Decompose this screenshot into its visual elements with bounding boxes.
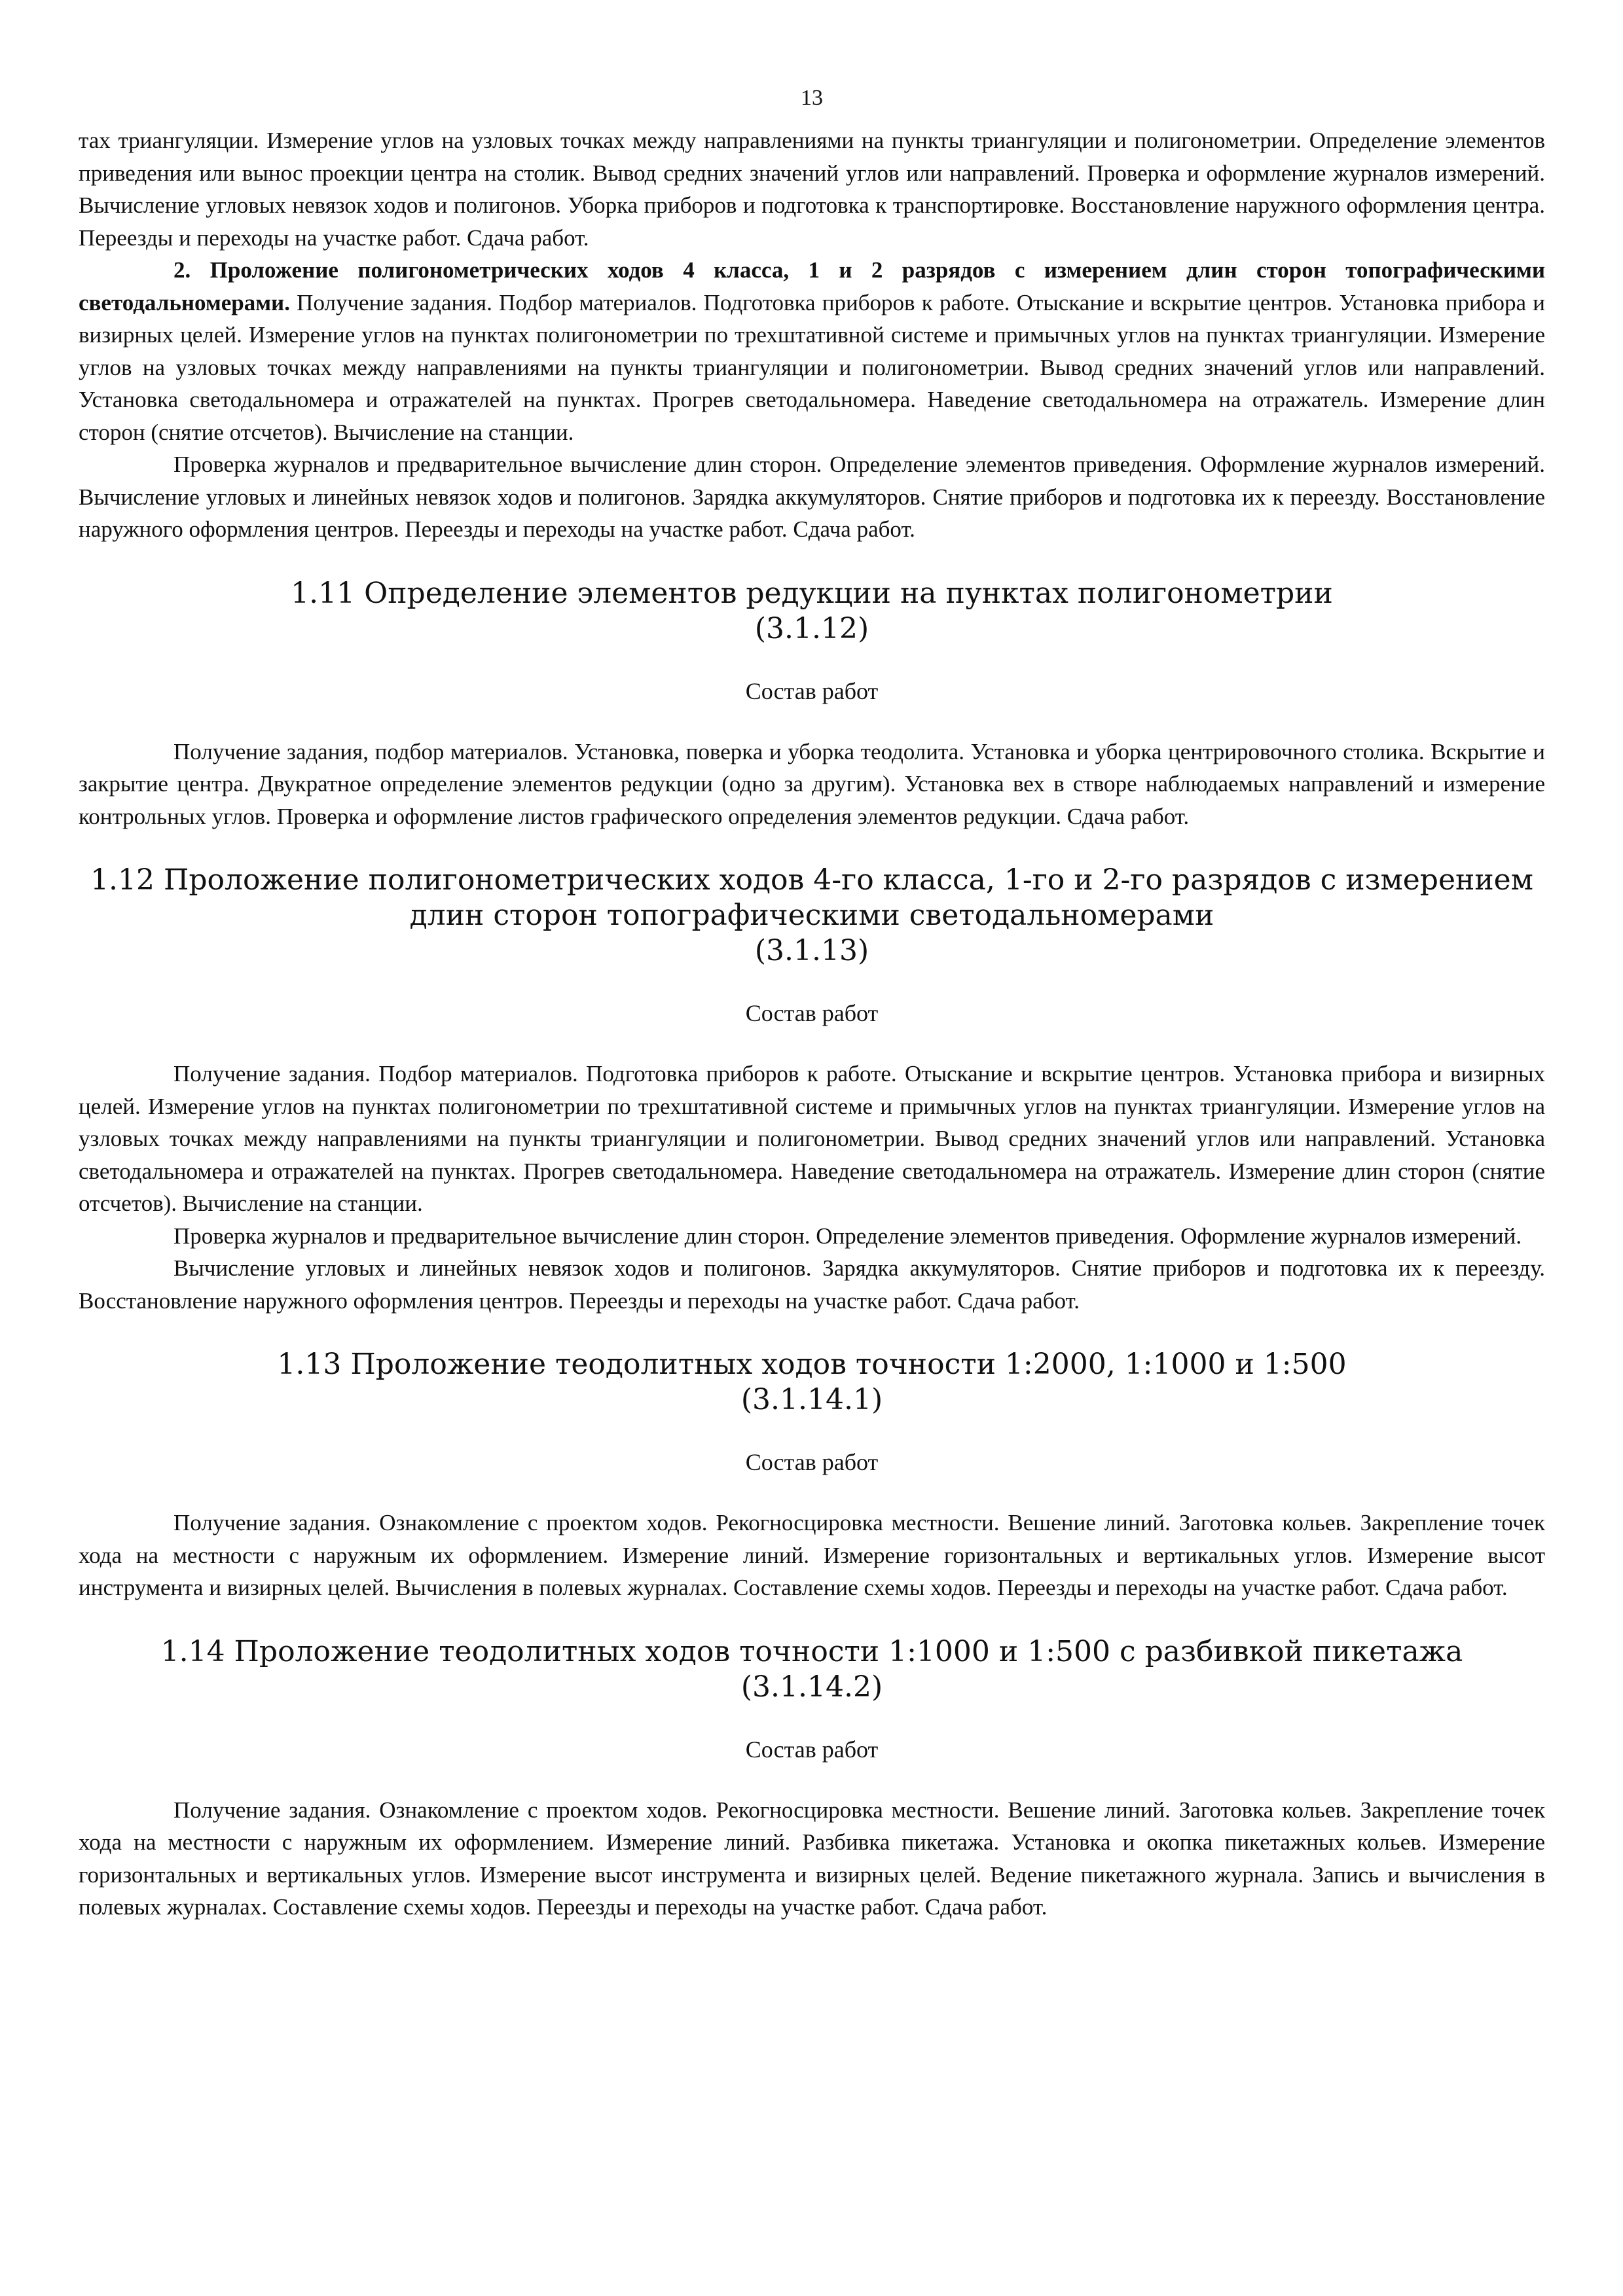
item-2-bold-lead: 2. Проложение полигонометрических ходов 4 класса, 1 и 2 разрядов с измерением длин сторон топографическими светодальномерами. xyxy=(79,257,1545,315)
section-1-13-title: 1.13 Проложение теодолитных ходов точности 1:2000, 1:1000 и 1:500 xyxy=(277,1348,1347,1381)
section-1-12-paragraph-2: Проверка журналов и предварительное вычисление длин сторон. Определение элементов приведения. Оформление журналов измерений. xyxy=(173,1223,1522,1249)
paragraph-item-2 xyxy=(79,254,1545,448)
section-1-11-title: 1.11 Определение элементов редукции на пунктах полигонометрии xyxy=(291,576,1333,610)
section-1-14-paragraph: Получение задания. Ознакомление с проектом ходов. Рекогносцировка местности. Вешение линий. Заготовка кольев. Закрепление точек хода на местности с наружным их оформлением. Измерение линий. Разбивка пикетажа. Установка и окопка пикетажных кольев. Измерение горизонтальных и вертикальных углов. Измерение высот инструмента и визирных целей. Ведение пикетажного журнала. Запись и вычисления в полевых журналах. Составление схемы ходов. Переезды и переходы на участке работ. Сдача работ. xyxy=(79,1797,1545,1920)
paragraph-item-2-cont: Проверка журналов и предварительное вычисление длин сторон. Определение элементов приведения. Оформление журналов измерений. Вычисление угловых и линейных невязок ходов и полигонов. Зарядка аккумуляторов. Снятие приборов и подготовка их к переезду. Восстановление наружного оформления центров. Переезды и переходы на участке работ. Сдача работ. xyxy=(79,452,1545,542)
section-1-12-paragraph-3: Вычисление угловых и линейных невязок ходов и полигонов. Зарядка аккумуляторов. Снятие приборов и подготовка их к переезду. Восстановление наружного оформления центров. Переезды и переходы на участке работ. Сдача работ. xyxy=(79,1255,1545,1314)
page-number: 13 xyxy=(801,86,823,110)
section-1-13-subheading: Состав работ xyxy=(745,1449,879,1475)
section-1-14-title: 1.14 Проложение теодолитных ходов точности 1:1000 и 1:500 с разбивкой пикетажа xyxy=(160,1634,1463,1668)
section-1-14-subheading: Состав работ xyxy=(745,1736,879,1763)
section-1-14-code: (3.1.14.2) xyxy=(740,1670,883,1704)
section-1-11-subheading: Состав работ xyxy=(745,677,879,704)
section-1-13-code: (3.1.14.1) xyxy=(740,1383,883,1416)
section-1-12-title: 1.12 Проложение полигонометрических ходов 4-го класса, 1-го и 2-го разрядов с измерением длин сторон топографическими светодальномерами xyxy=(90,863,1533,932)
section-1-13-paragraph: Получение задания. Ознакомление с проектом ходов. Рекогносцировка местности. Вешение линий. Заготовка кольев. Закрепление точек хода на местности с наружным их оформлением. Измерение линий. Измерение горизонтальных и вертикальных углов. Измерение высот инструмента и визирных целей. Вычисления в полевых журналах. Составление схемы ходов. Переезды и переходы на участке работ. Сдача работ. xyxy=(79,1510,1545,1600)
section-1-12-subheading: Состав работ xyxy=(745,1000,879,1026)
document-page xyxy=(79,85,1545,1924)
section-1-12-code: (3.1.13) xyxy=(754,934,869,967)
section-1-11-code: (3.1.12) xyxy=(754,611,869,645)
paragraph-continuation: тах триангуляции. Измерение углов на узловых точках между направлениями на пункты триангуляции и полигонометрии. Определение элементов приведения или вынос проекции центра на столик. Вывод средних значений углов или направлений. Проверка и оформление журналов измерений. Вычисление угловых невязок ходов и полигонов. Уборка приборов и подготовка к транспортировке. Восстановление наружного оформления центра. Переезды и переходы на участке работ. Сдача работ. xyxy=(79,128,1545,251)
item-2-text: Получение задания. Подбор материалов. Подготовка приборов к работе. Отыскание и вскрытие центров. Установка прибора и визирных целей. Измерение углов на пунктах полигонометрии по трехштативной системе и примычных углов на пунктах триангуляции. Измерение углов на узловых точках между направлениями на пункты триангуляции и полигонометрии. Вывод средних значений углов или направлений. Установка светодальномера и отражателей на пунктах. Прогрев светодальномера. Наведение светодальномера на отражатель. Измерение длин сторон (снятие отсчетов). Вычисление на станции. xyxy=(79,289,1545,445)
section-1-12-paragraph-1: Получение задания. Подбор материалов. Подготовка приборов к работе. Отыскание и вскрытие центров. Установка прибора и визирных целей. Измерение углов на пунктах полигонометрии по трехштативной системе и примычных углов на пунктах триангуляции. Измерение углов на узловых точках между направлениями на пункты триангуляции и полигонометрии. Вывод средних значений углов или направлений. Установка светодальномера и отражателей на пунктах. Прогрев светодальномера. Наведение светодальномера на отражатель. Измерение длин сторон (снятие отсчетов). Вычисление на станции. xyxy=(79,1061,1545,1216)
section-1-11-paragraph: Получение задания, подбор материалов. Установка, поверка и уборка теодолита. Установка и уборка центрировочного столика. Вскрытие и закрытие центра. Двукратное определение элементов редукции (одно за другим). Установка вех в створе наблюдаемых направлений и измерение контрольных углов. Проверка и оформление листов графического определения элементов редукции. Сдача работ. xyxy=(79,738,1545,829)
